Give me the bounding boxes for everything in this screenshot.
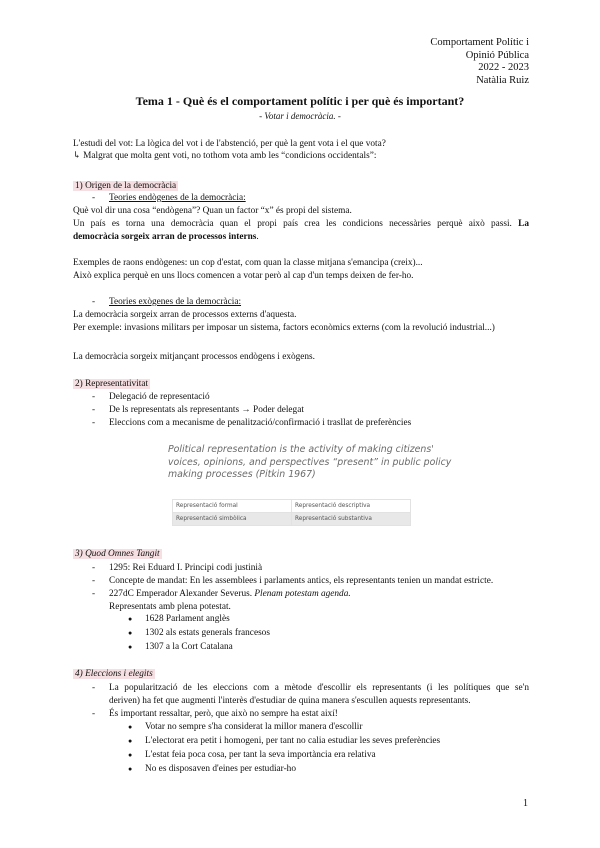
section3-heading	[73, 549, 162, 560]
item3-start: 227dC Emperador Alexander Severus.	[109, 589, 253, 599]
section3-subitem: 1302 als estats generals francesos	[145, 628, 270, 638]
bullet-dot-icon: ●	[128, 615, 133, 623]
p1-line2-start: Un país es torna una democràcia quan el propi país crea les condicions necessàries perquè això passi.	[73, 219, 512, 229]
section1-p2-line1: Exemples de raons endògenes: un cop d'estat, com quan la classe mitjana s'emancipa (creix)...	[73, 258, 423, 268]
bullet-dash: -	[92, 576, 96, 586]
bullet-dash: -	[92, 297, 96, 307]
bullet-dash: -	[92, 709, 96, 719]
bullet-dash: -	[92, 405, 96, 415]
section3-subitem: 1307 a la Cort Catalana	[145, 642, 233, 652]
section2-item: Eleccions com a mecanisme de penalització/confirmació i trasllat de preferències	[109, 418, 412, 428]
section3-subitem: 1628 Parlament anglès	[145, 614, 230, 624]
bullet-dash: -	[92, 392, 96, 402]
section2-heading-text: 2) Representativitat	[75, 379, 149, 389]
header-author: Natàlia Ruiz	[476, 74, 529, 86]
section1-p2-line2: Això explica perquè en uns llocs comencen a votar però al cap d'un temps deixen de fer-ho.	[73, 271, 414, 281]
bullet-dash: -	[92, 193, 96, 203]
section4-subitem: L'electorat era petit i homogeni, per tant no calia estudiar les seves preferències	[145, 736, 441, 746]
section4-item1-line2: deriven) ha fet que augmenti l'interès d'estudiar de quina manera s'escullen aquests representants.	[109, 696, 471, 706]
p1-line3-bold: democràcia sorgeix arran de processos interns	[73, 232, 257, 242]
intro-line1: L'estudi del vot: La lògica del vot i de l'abstenció, per què la gent vota i el que vota?	[73, 139, 386, 149]
p1-line2-bold: La	[518, 219, 529, 229]
bullet-dot-icon: ●	[128, 643, 133, 651]
section1-p1-line2	[73, 219, 529, 230]
bullet-dash: -	[92, 683, 96, 693]
bullet-dot-icon: ●	[128, 723, 133, 731]
header-subject-line1: Comportament Polític i	[430, 37, 529, 48]
intro-line2: ↳ Malgrat que molta gent voti, no tothom vota amb les “condicions occidentals”:	[73, 151, 377, 161]
section1-heading-text: 1) Origen de la democràcia	[75, 181, 177, 191]
section4-heading-text: 4) Eleccions i elegits	[75, 669, 153, 679]
section1-bullet1: Teories endògenes de la democràcia:	[109, 193, 246, 203]
section4-item2: És important ressaltar, però, que això no sempre ha estat així!	[109, 709, 338, 719]
bullet-dash: -	[92, 589, 96, 599]
bullet-dot-icon: ●	[128, 737, 133, 745]
bullet-dash: -	[92, 418, 96, 428]
header-year: 2022 - 2023	[478, 62, 529, 74]
section2-item: Delegació de representació	[109, 392, 210, 402]
page-title: Tema 1 - Què és el comportament polític i per què és important?	[135, 94, 465, 108]
section1-p3-line1: La democràcia sorgeix arran de processos externs d'aquesta.	[73, 310, 297, 320]
section3-heading-text: 3) Quod Omnes Tangit	[75, 549, 160, 559]
representation-table	[172, 499, 411, 526]
representation-quote: Political representation is the activity of making citizens' voices, opinions, and perspectives “present” in public policy making processes (Pitkin 1967)	[168, 444, 452, 480]
section4-item1-line1: La popularització de les eleccions com a mètode d'escollir els representants (i les polítiques que se'n	[109, 683, 529, 693]
section1-p4: La democràcia sorgeix mitjançant processos endògens i exògens.	[73, 352, 315, 362]
section1-p3-line2: Per exemple: invasions militars per imposar un sistema, factors econòmics externs (com la revolució industrial...)	[73, 323, 495, 333]
section1-p1-line1: Què vol dir una cosa “endògena”? Quan un factor “x” és propi del sistema.	[73, 206, 352, 216]
table-cell: Representació simbòlica	[173, 513, 292, 526]
page-header	[430, 37, 529, 87]
section4-heading	[73, 669, 155, 680]
section1-bullet2: Teories exògenes de la democràcia:	[109, 297, 242, 307]
bullet-dot-icon: ●	[128, 629, 133, 637]
section2-heading	[73, 379, 150, 390]
section3-item1: 1295: Rei Eduard I. Principi codi justinià	[109, 563, 263, 573]
section4-subitem: L'estat feia poca cosa, per tant la seva importància era relativa	[145, 750, 376, 760]
section1-heading	[73, 181, 178, 192]
bullet-dash: -	[92, 563, 96, 573]
table-row	[173, 513, 411, 526]
section3-item2: Concepte de mandat: En les assemblees i parlaments antics, els representants tenien un mandat estricte.	[109, 576, 494, 586]
table-cell: Representació formal	[173, 500, 292, 513]
section3-item3-cont: Representats amb plena potestat.	[109, 602, 231, 612]
table-cell: Representació substantiva	[292, 513, 411, 526]
section3-item3	[109, 589, 351, 600]
table-row	[173, 500, 411, 513]
table-cell: Representació descriptiva	[292, 500, 411, 513]
section4-subitem: No es disposaven d'eines per estudiar-ho	[145, 764, 296, 774]
p1-line3-end: .	[256, 232, 259, 242]
section4-subitem: Votar no sempre s'ha considerat la millor manera d'escollir	[145, 722, 363, 732]
section2-item: De ls representats als representants → Poder delegat	[109, 405, 304, 415]
item3-italic: Plenam potestam agenda.	[254, 589, 351, 599]
header-subject-line2: Opinió Pública	[465, 49, 529, 61]
section1-p1-line3	[73, 232, 259, 243]
page-number: 1	[523, 798, 528, 809]
bullet-dot-icon: ●	[128, 751, 133, 759]
page-subtitle: - Votar i democràcia. -	[259, 111, 341, 121]
bullet-dot-icon: ●	[128, 765, 133, 773]
